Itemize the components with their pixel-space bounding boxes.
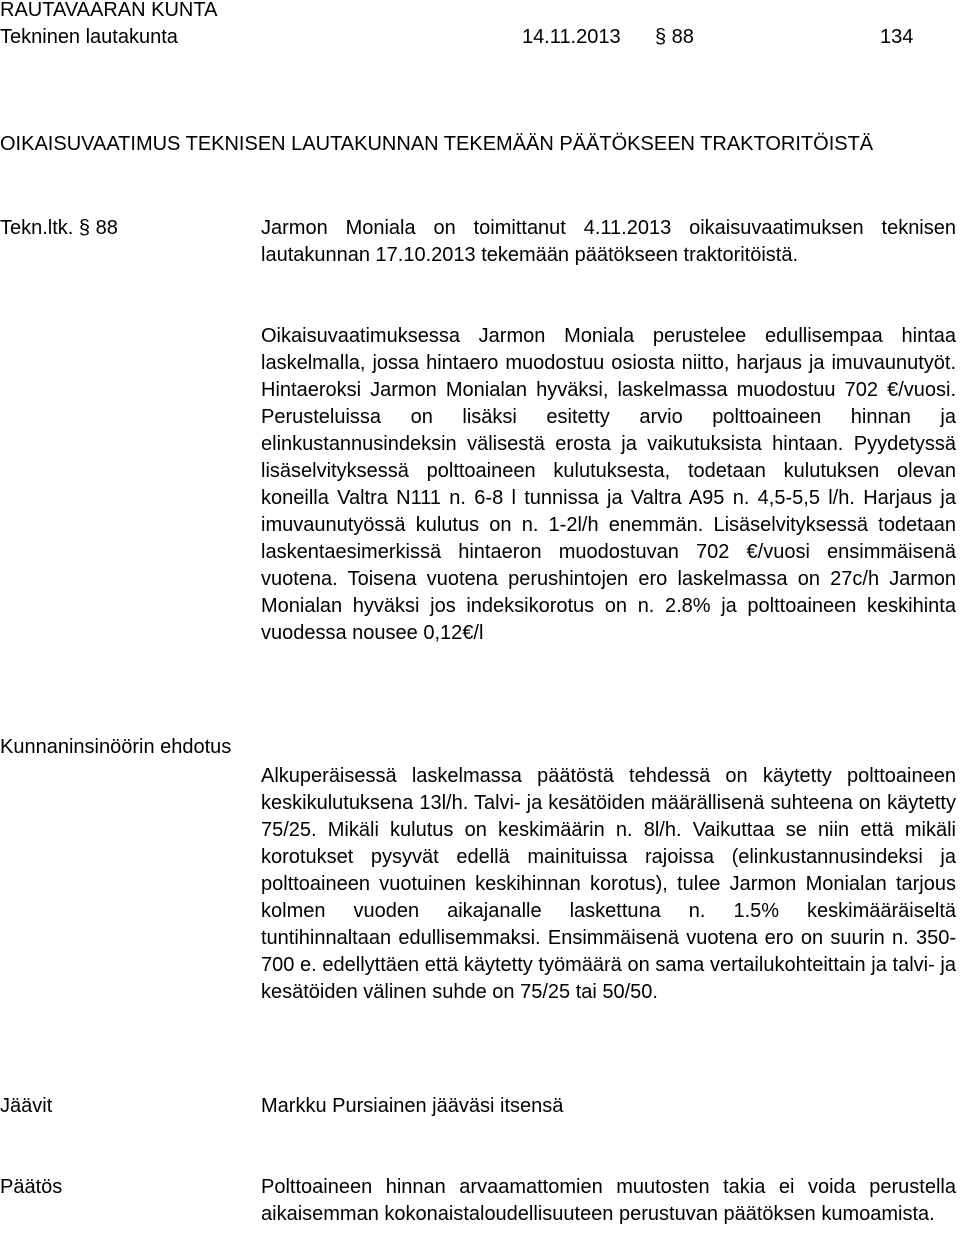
section-number: § 88 [655,26,694,48]
intro-paragraph: Jarmon Moniala on toimittanut 4.11.2013 oikaisuvaatimuksen teknisen lautakunnan 17.10.2013 tekemään päätökseen traktoritöistä. [261,217,956,266]
page-number: 134 [880,26,914,48]
decision-paragraph: Polttoaineen hinnan arvaamattomien muutosten takia ei voida perustella aikaisemman kokonaistaloudellisuuteen perustuvan päätöksen kumoamista. [261,1176,956,1225]
proposal-paragraph: Alkuperäisessä laskelmassa päätöstä tehdessä on käytetty polttoaineen keskikulutuksena 13l/h. Talvi- ja kesätöiden määrällisenä suhteena on käytetty 75/25. Mikäli kulutus on keskimäärin n. 8l/h. Vaikuttaa se niin että mikäli korotukset pysyvät edellä mainituissa rajoissa (elinkustannusindeksi ja polttoaineen vuotuinen keskihinnan korotus), tulee Jarmon Monialan tarjous kolmen vuoden aikajanalle laskettuna n. 1.5% keskimääräiseltä tuntihinnaltaan edullisemmaksi. Ensimmäisenä vuotena ero on suurin n. 350-700 e. edellyttäen että käytetty työmäärä on sama vertailukohteittain ja talvi- ja kesätöiden välinen suhde on 75/25 tai 50/50. [261,765,956,1003]
proposal-label: Kunnaninsinöörin ehdotus [0,736,232,758]
decision-label: Päätös [0,1176,63,1198]
organization-name: RAUTAVAARAN KUNTA [0,0,218,21]
section-reference: Tekn.ltk. § 88 [0,217,118,239]
meeting-date: 14.11.2013 [522,26,621,48]
committee-name: Tekninen lautakunta [0,26,178,48]
body-paragraph: Oikaisuvaatimuksessa Jarmon Moniala perustelee edullisempaa hintaa laskelmalla, jossa hintaero muodostuu osiosta niitto, harjaus ja imuvaunutyöt. Hintaeroksi Jarmon Monialan hyväksi, laskelmassa muodostuu 702 €/vuosi. Perusteluissa on lisäksi esitetty arvio polttoaineen hinnan ja elinkustannusindeksin välisestä erosta ja vaikutuksista hintaan. Pyydetyssä lisäselvityksessä polttoaineen kulutuksesta, todetaan kulutuksen olevan koneilla Valtra N111 n. 6-8 l tunnissa ja Valtra A95 n. 4,5-5,5 l/h. Harjaus ja imuvaunutyössä kulutus on n. 1-2l/h enemmän. Lisäselvityksessä todetaan laskentaesimerkissä hintaeron muodostuvan 702 €/vuosi ensimmäisenä vuotena. Toisena vuotena perushintojen ero laskelmassa on 27c/h Jarmon Monialan hyväksi jos indeksikorotus on n. 2.8% ja polttoaineen keskihinta vuodessa nousee 0,12€/l [261,325,956,644]
disqualified-label: Jäävit [0,1095,53,1117]
document-heading: OIKAISUVAATIMUS TEKNISEN LAUTAKUNNAN TEKEMÄÄN PÄÄTÖKSEEN TRAKTORITÖISTÄ [0,133,874,155]
disqualified-text: Markku Pursiainen jääväsi itsensä [261,1095,564,1117]
